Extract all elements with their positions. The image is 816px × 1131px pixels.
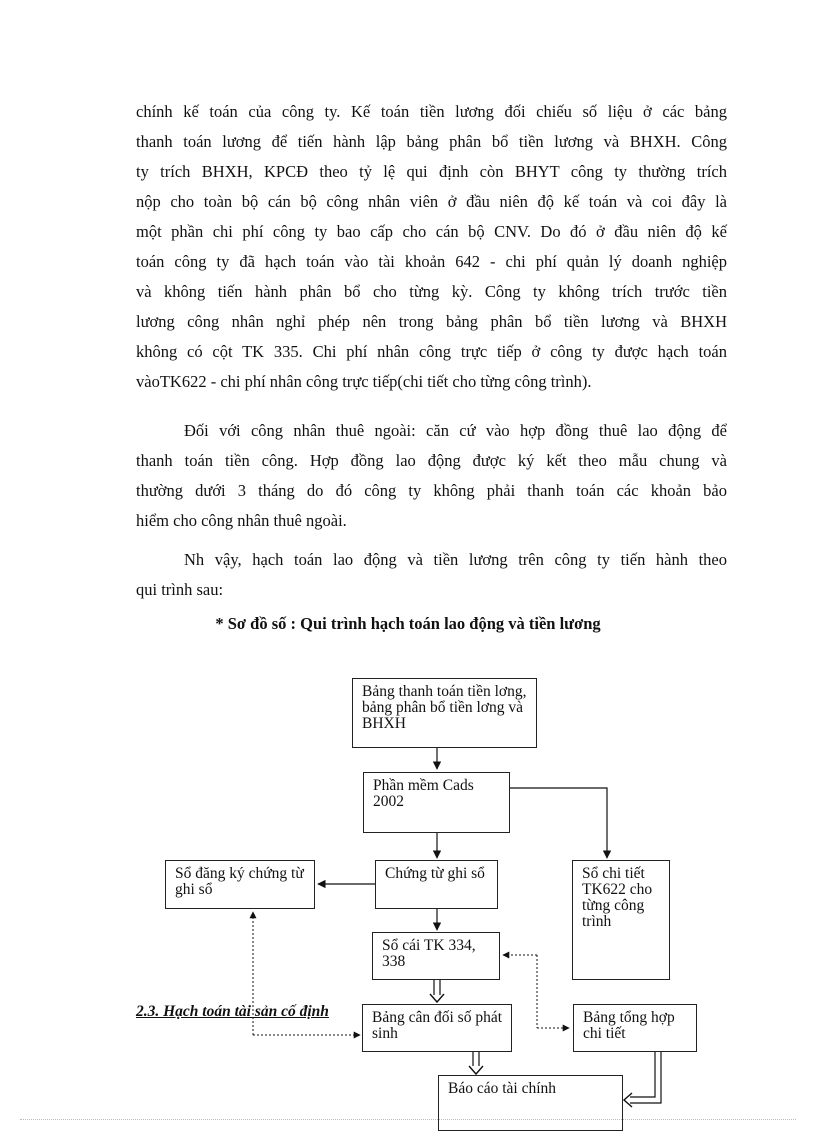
box-bao-cao: Báo cáo tài chính (438, 1075, 623, 1131)
box-bang-can-doi: Bảng cân đối số phát sinh (362, 1004, 512, 1052)
text-line: qui trình sau: (136, 580, 224, 599)
text-line: Đối với công nhân thuê ngoài: căn cứ vào hợp đồng thuê lao động để (184, 421, 727, 440)
text-line: thường dưới 3 tháng do đó công ty không phải thanh toán các khoản bảo (136, 481, 727, 500)
box-so-cai: Sổ cái TK 334, 338 (372, 932, 500, 980)
box-so-chi-tiet: Sổ chi tiết TK622 cho từng công trình (572, 860, 670, 980)
box-bang-thanh-toan: Bảng thanh toán tiền lơng, bảng phân bổ tiền lơng và BHXH (352, 678, 537, 748)
text-line: và không tiến hành phân bổ cho từng kỳ. Công ty không trích trước tiền (136, 282, 727, 301)
text-line: lương công nhân nghỉ phép nên trong bảng phân bổ tiền lương và BHXH (136, 312, 727, 331)
text-line: Nh vậy, hạch toán lao động và tiền lương trên công ty tiến hành theo (184, 550, 727, 569)
box-so-dang-ky: Sổ đăng ký chứng từ ghi sổ (165, 860, 315, 909)
text-line: ty trích BHXH, KPCĐ theo tỷ lệ qui định còn BHYT công ty thường trích (136, 162, 727, 181)
diagram-caption: * Sơ đồ số : Qui trình hạch toán lao động và tiền lương (215, 614, 601, 633)
box-bang-tong-hop: Bảng tổng hợp chi tiết (573, 1004, 697, 1052)
text-line: không có cột TK 335. Chi phí nhân công trực tiếp ở công ty được hạch toán (136, 342, 727, 361)
section-heading: 2.3. Hạch toán tài sản cố định (136, 1003, 329, 1020)
text-line: chính kế toán của công ty. Kế toán tiền lương đối chiếu số liệu ở các bảng (136, 102, 727, 121)
text-line: thanh toán lương để tiến hành lập bảng phân bổ tiền lương và BHXH. Công (136, 132, 727, 151)
text-line: toán công ty đã hạch toán vào tài khoản 642 - chi phí quản lý doanh nghiệp (136, 252, 727, 271)
text-line: một phần chi phí công ty bao cấp cho cán bộ CNV. Do đó ở đầu niên độ kế (136, 222, 727, 241)
arrow-phanmem-sochitiet (510, 788, 607, 858)
double-line-tonghop (630, 1052, 655, 1097)
box-chung-tu: Chứng từ ghi sổ (375, 860, 498, 909)
text-line: hiểm cho công nhân thuê ngoài. (136, 511, 347, 530)
text-line: vàoTK622 - chi phí nhân công trực tiếp(chi tiết cho từng công trình). (136, 372, 592, 391)
text-line: thanh toán tiền công. Hợp đồng lao động được ký kết theo mẫu chung và (136, 451, 727, 470)
page-bottom-rule (20, 1119, 796, 1120)
text-line: nộp cho toàn bộ cán bộ công nhân viên ở đầu niên độ kế toán và coi đây là (136, 192, 727, 211)
box-phan-mem: Phần mềm Cads 2002 (363, 772, 510, 833)
